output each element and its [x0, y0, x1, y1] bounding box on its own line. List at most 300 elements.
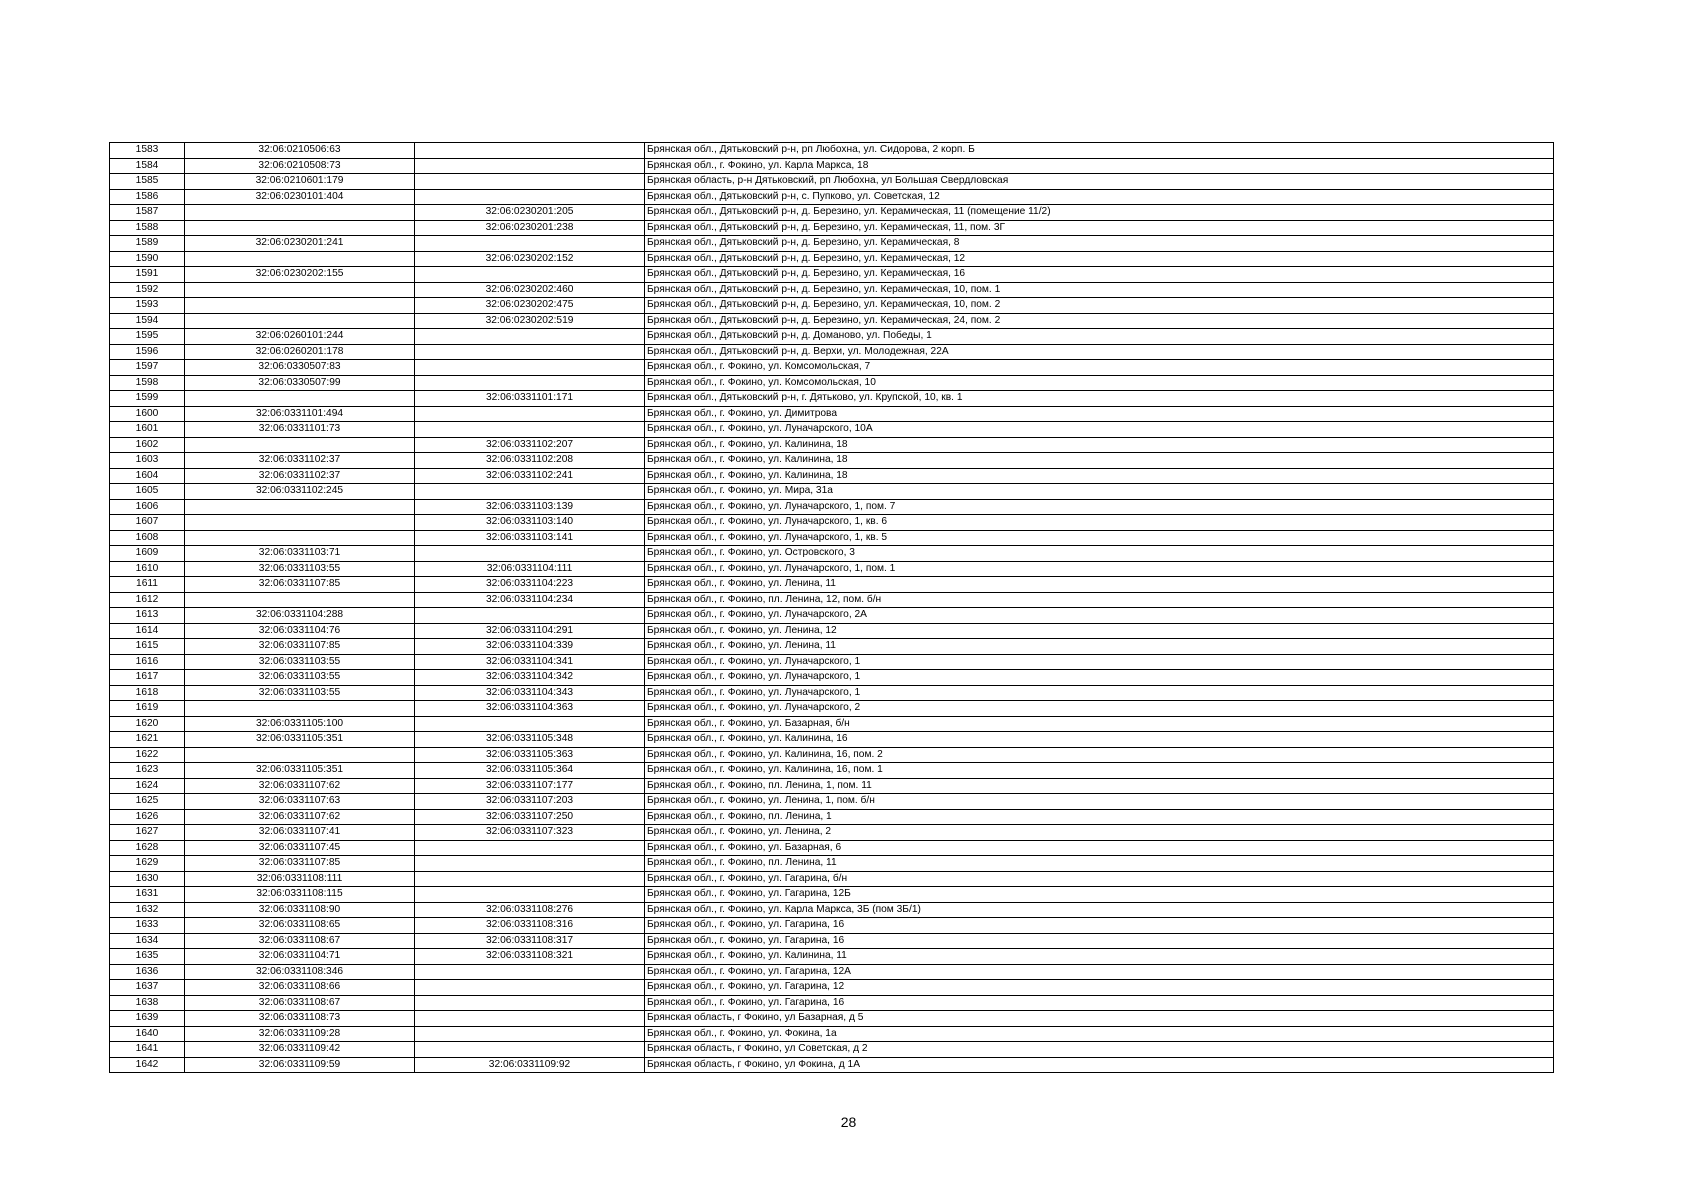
- object-cadastral-number-cell: 32:06:0230201:205: [415, 205, 645, 221]
- cadastral-number-cell: 32:06:0330507:83: [185, 360, 415, 376]
- object-cadastral-number-cell: [415, 329, 645, 345]
- object-cadastral-number-cell: 32:06:0331104:291: [415, 623, 645, 639]
- row-number-cell: 1619: [110, 701, 185, 717]
- address-cell: Брянская обл., г. Фокино, ул. Луначарского, 1: [645, 670, 1554, 686]
- address-cell: Брянская обл., г. Фокино, ул. Карла Маркса, 3Б (пом 3Б/1): [645, 902, 1554, 918]
- cadastral-number-cell: 32:06:0331108:111: [185, 871, 415, 887]
- address-cell: Брянская область, г Фокино, ул Фокина, д 1А: [645, 1057, 1554, 1073]
- row-number-cell: 1587: [110, 205, 185, 221]
- object-cadastral-number-cell: [415, 1026, 645, 1042]
- cadastral-number-cell: 32:06:0331105:351: [185, 763, 415, 779]
- table-row: [110, 453, 1554, 469]
- table-row: [110, 639, 1554, 655]
- address-cell: Брянская обл., г. Фокино, ул. Ленина, 11: [645, 577, 1554, 593]
- cadastral-number-cell: 32:06:0331109:28: [185, 1026, 415, 1042]
- table-row: [110, 360, 1554, 376]
- object-cadastral-number-cell: 32:06:0331109:92: [415, 1057, 645, 1073]
- table-row: [110, 856, 1554, 872]
- table-row: [110, 546, 1554, 562]
- table-row: [110, 608, 1554, 624]
- row-number-cell: 1639: [110, 1011, 185, 1027]
- object-cadastral-number-cell: [415, 484, 645, 500]
- cadastral-number-cell: 32:06:0230201:241: [185, 236, 415, 252]
- address-cell: Брянская обл., г. Фокино, ул. Калинина, 18: [645, 453, 1554, 469]
- table-row: [110, 329, 1554, 345]
- table-row: [110, 995, 1554, 1011]
- table-row: [110, 887, 1554, 903]
- row-number-cell: 1597: [110, 360, 185, 376]
- address-cell: Брянская обл., г. Фокино, ул. Островского, 3: [645, 546, 1554, 562]
- address-cell: Брянская обл., г. Фокино, ул. Луначарского, 1: [645, 654, 1554, 670]
- cadastral-number-cell: 32:06:0331104:288: [185, 608, 415, 624]
- address-cell: Брянская обл., г. Фокино, ул. Комсомольская, 10: [645, 375, 1554, 391]
- object-cadastral-number-cell: 32:06:0331104:342: [415, 670, 645, 686]
- address-cell: Брянская обл., Дятьковский р-н, д. Березино, ул. Керамическая, 11, пом. 3Г: [645, 220, 1554, 236]
- registry-table-body: [110, 143, 1554, 1073]
- row-number-cell: 1625: [110, 794, 185, 810]
- address-cell: Брянская обл., г. Фокино, ул. Гагарина, б/н: [645, 871, 1554, 887]
- row-number-cell: 1628: [110, 840, 185, 856]
- cadastral-number-cell: 32:06:0331109:42: [185, 1042, 415, 1058]
- address-cell: Брянская обл., г. Фокино, ул. Луначарского, 2А: [645, 608, 1554, 624]
- object-cadastral-number-cell: [415, 174, 645, 190]
- row-number-cell: 1618: [110, 685, 185, 701]
- object-cadastral-number-cell: 32:06:0331102:241: [415, 468, 645, 484]
- object-cadastral-number-cell: [415, 995, 645, 1011]
- row-number-cell: 1603: [110, 453, 185, 469]
- table-row: [110, 220, 1554, 236]
- cadastral-number-cell: [185, 313, 415, 329]
- address-cell: Брянская обл., г. Фокино, ул. Гагарина, 12: [645, 980, 1554, 996]
- address-cell: Брянская обл., г. Фокино, ул. Базарная, 6: [645, 840, 1554, 856]
- table-row: [110, 778, 1554, 794]
- registry-table: [109, 142, 1554, 1073]
- address-cell: Брянская обл., г. Фокино, ул. Калинина, 11: [645, 949, 1554, 965]
- table-row: [110, 189, 1554, 205]
- cadastral-number-cell: 32:06:0230202:155: [185, 267, 415, 283]
- address-cell: Брянская обл., Дятьковский р-н, д. Березино, ул. Керамическая, 8: [645, 236, 1554, 252]
- table-row: [110, 282, 1554, 298]
- cadastral-number-cell: 32:06:0331108:115: [185, 887, 415, 903]
- object-cadastral-number-cell: [415, 375, 645, 391]
- cadastral-number-cell: 32:06:0331103:71: [185, 546, 415, 562]
- table-row: [110, 561, 1554, 577]
- row-number-cell: 1632: [110, 902, 185, 918]
- cadastral-number-cell: 32:06:0331108:65: [185, 918, 415, 934]
- object-cadastral-number-cell: 32:06:0331101:171: [415, 391, 645, 407]
- row-number-cell: 1600: [110, 406, 185, 422]
- object-cadastral-number-cell: 32:06:0331104:339: [415, 639, 645, 655]
- address-cell: Брянская обл., г. Фокино, ул. Калинина, 16: [645, 732, 1554, 748]
- table-row: [110, 670, 1554, 686]
- address-cell: Брянская обл., Дятьковский р-н, д. Березино, ул. Керамическая, 10, пом. 2: [645, 298, 1554, 314]
- cadastral-number-cell: 32:06:0230101:404: [185, 189, 415, 205]
- cadastral-number-cell: 32:06:0331103:55: [185, 654, 415, 670]
- cadastral-number-cell: [185, 205, 415, 221]
- cadastral-number-cell: [185, 282, 415, 298]
- row-number-cell: 1629: [110, 856, 185, 872]
- object-cadastral-number-cell: [415, 267, 645, 283]
- address-cell: Брянская обл., г. Фокино, ул. Комсомольская, 7: [645, 360, 1554, 376]
- cadastral-number-cell: 32:06:0331108:73: [185, 1011, 415, 1027]
- cadastral-number-cell: 32:06:0331107:62: [185, 778, 415, 794]
- table-row: [110, 871, 1554, 887]
- object-cadastral-number-cell: 32:06:0331104:223: [415, 577, 645, 593]
- address-cell: Брянская область, р-н Дятьковский, рп Любохна, ул Большая Свердловская: [645, 174, 1554, 190]
- address-cell: Брянская обл., г. Фокино, пл. Ленина, 11: [645, 856, 1554, 872]
- cadastral-number-cell: [185, 220, 415, 236]
- address-cell: Брянская обл., г. Фокино, ул. Луначарского, 1, кв. 5: [645, 530, 1554, 546]
- cadastral-number-cell: [185, 437, 415, 453]
- page-number: 28: [840, 1114, 857, 1130]
- object-cadastral-number-cell: [415, 236, 645, 252]
- address-cell: Брянская обл., г. Фокино, ул. Калинина, 18: [645, 468, 1554, 484]
- row-number-cell: 1633: [110, 918, 185, 934]
- table-row: [110, 918, 1554, 934]
- address-cell: Брянская обл., г. Фокино, ул. Гагарина, 16: [645, 995, 1554, 1011]
- row-number-cell: 1602: [110, 437, 185, 453]
- row-number-cell: 1592: [110, 282, 185, 298]
- cadastral-number-cell: 32:06:0331107:45: [185, 840, 415, 856]
- row-number-cell: 1630: [110, 871, 185, 887]
- address-cell: Брянская обл., Дятьковский р-н, д. Березино, ул. Керамическая, 11 (помещение 11/2): [645, 205, 1554, 221]
- address-cell: Брянская обл., г. Фокино, ул. Фокина, 1а: [645, 1026, 1554, 1042]
- address-cell: Брянская обл., г. Фокино, ул. Гагарина, 12Б: [645, 887, 1554, 903]
- row-number-cell: 1585: [110, 174, 185, 190]
- cadastral-number-cell: [185, 251, 415, 267]
- address-cell: Брянская обл., г. Фокино, ул. Луначарского, 1, пом. 7: [645, 499, 1554, 515]
- row-number-cell: 1612: [110, 592, 185, 608]
- row-number-cell: 1606: [110, 499, 185, 515]
- object-cadastral-number-cell: 32:06:0331108:317: [415, 933, 645, 949]
- row-number-cell: 1608: [110, 530, 185, 546]
- cadastral-number-cell: 32:06:0331104:76: [185, 623, 415, 639]
- address-cell: Брянская обл., г. Фокино, ул. Мира, 31а: [645, 484, 1554, 500]
- row-number-cell: 1627: [110, 825, 185, 841]
- object-cadastral-number-cell: [415, 1011, 645, 1027]
- object-cadastral-number-cell: 32:06:0230202:460: [415, 282, 645, 298]
- table-row: [110, 949, 1554, 965]
- row-number-cell: 1594: [110, 313, 185, 329]
- table-row: [110, 236, 1554, 252]
- address-cell: Брянская обл., г. Фокино, ул. Ленина, 1, пом. б/н: [645, 794, 1554, 810]
- address-cell: Брянская обл., г. Фокино, ул. Луначарского, 1, пом. 1: [645, 561, 1554, 577]
- address-cell: Брянская обл., Дятьковский р-н, д. Верхи, ул. Молодежная, 22А: [645, 344, 1554, 360]
- row-number-cell: 1640: [110, 1026, 185, 1042]
- table-row: [110, 298, 1554, 314]
- row-number-cell: 1614: [110, 623, 185, 639]
- row-number-cell: 1588: [110, 220, 185, 236]
- address-cell: Брянская область, г Фокино, ул Базарная, д 5: [645, 1011, 1554, 1027]
- object-cadastral-number-cell: 32:06:0331105:348: [415, 732, 645, 748]
- address-cell: Брянская обл., г. Фокино, ул. Луначарского, 10А: [645, 422, 1554, 438]
- address-cell: Брянская обл., г. Фокино, ул. Базарная, б/н: [645, 716, 1554, 732]
- table-row: [110, 313, 1554, 329]
- object-cadastral-number-cell: 32:06:0331107:323: [415, 825, 645, 841]
- table-row: [110, 902, 1554, 918]
- object-cadastral-number-cell: [415, 360, 645, 376]
- table-row: [110, 732, 1554, 748]
- table-row: [110, 468, 1554, 484]
- cadastral-number-cell: [185, 592, 415, 608]
- address-cell: Брянская обл., г. Фокино, ул. Ленина, 11: [645, 639, 1554, 655]
- table-row: [110, 484, 1554, 500]
- row-number-cell: 1590: [110, 251, 185, 267]
- address-cell: Брянская обл., г. Фокино, пл. Ленина, 1: [645, 809, 1554, 825]
- row-number-cell: 1623: [110, 763, 185, 779]
- row-number-cell: 1622: [110, 747, 185, 763]
- table-row: [110, 205, 1554, 221]
- table-row: [110, 158, 1554, 174]
- table-row: [110, 809, 1554, 825]
- table-row: [110, 716, 1554, 732]
- address-cell: Брянская обл., Дятьковский р-н, рп Любохна, ул. Сидорова, 2 корп. Б: [645, 143, 1554, 159]
- object-cadastral-number-cell: [415, 189, 645, 205]
- table-row: [110, 422, 1554, 438]
- cadastral-number-cell: [185, 515, 415, 531]
- row-number-cell: 1617: [110, 670, 185, 686]
- table-row: [110, 933, 1554, 949]
- address-cell: Брянская обл., г. Фокино, ул. Калинина, 18: [645, 437, 1554, 453]
- address-cell: Брянская обл., г. Фокино, ул. Луначарского, 1, кв. 6: [645, 515, 1554, 531]
- address-cell: Брянская обл., г. Фокино, ул. Карла Маркса, 18: [645, 158, 1554, 174]
- address-cell: Брянская обл., г. Фокино, ул. Гагарина, 16: [645, 918, 1554, 934]
- cadastral-number-cell: 32:06:0331107:41: [185, 825, 415, 841]
- table-row: [110, 437, 1554, 453]
- row-number-cell: 1605: [110, 484, 185, 500]
- cadastral-number-cell: 32:06:0331103:55: [185, 561, 415, 577]
- object-cadastral-number-cell: [415, 980, 645, 996]
- address-cell: Брянская обл., Дятьковский р-н, д. Березино, ул. Керамическая, 10, пом. 1: [645, 282, 1554, 298]
- cadastral-number-cell: 32:06:0210506:63: [185, 143, 415, 159]
- table-row: [110, 515, 1554, 531]
- object-cadastral-number-cell: [415, 406, 645, 422]
- table-row: [110, 391, 1554, 407]
- table-row: [110, 499, 1554, 515]
- object-cadastral-number-cell: 32:06:0331102:208: [415, 453, 645, 469]
- row-number-cell: 1621: [110, 732, 185, 748]
- table-row: [110, 267, 1554, 283]
- cadastral-number-cell: 32:06:0331107:85: [185, 639, 415, 655]
- table-row: [110, 174, 1554, 190]
- object-cadastral-number-cell: 32:06:0331104:341: [415, 654, 645, 670]
- row-number-cell: 1599: [110, 391, 185, 407]
- row-number-cell: 1634: [110, 933, 185, 949]
- cadastral-number-cell: 32:06:0331104:71: [185, 949, 415, 965]
- row-number-cell: 1604: [110, 468, 185, 484]
- row-number-cell: 1598: [110, 375, 185, 391]
- address-cell: Брянская обл., г. Фокино, пл. Ленина, 12, пом. б/н: [645, 592, 1554, 608]
- table-row: [110, 980, 1554, 996]
- object-cadastral-number-cell: [415, 716, 645, 732]
- object-cadastral-number-cell: 32:06:0331103:141: [415, 530, 645, 546]
- row-number-cell: 1626: [110, 809, 185, 825]
- cadastral-number-cell: 32:06:0331108:67: [185, 995, 415, 1011]
- cadastral-number-cell: 32:06:0331109:59: [185, 1057, 415, 1073]
- cadastral-number-cell: 32:06:0331103:55: [185, 685, 415, 701]
- cadastral-number-cell: 32:06:0331107:85: [185, 856, 415, 872]
- object-cadastral-number-cell: 32:06:0331107:203: [415, 794, 645, 810]
- row-number-cell: 1641: [110, 1042, 185, 1058]
- object-cadastral-number-cell: 32:06:0331107:177: [415, 778, 645, 794]
- object-cadastral-number-cell: 32:06:0331105:363: [415, 747, 645, 763]
- table-row: [110, 763, 1554, 779]
- address-cell: Брянская обл., г. Фокино, ул. Гагарина, 16: [645, 933, 1554, 949]
- address-cell: Брянская обл., Дятьковский р-н, г. Дятьково, ул. Крупской, 10, кв. 1: [645, 391, 1554, 407]
- address-cell: Брянская обл., г. Фокино, ул. Луначарского, 1: [645, 685, 1554, 701]
- address-cell: Брянская обл., Дятьковский р-н, с. Пупково, ул. Советская, 12: [645, 189, 1554, 205]
- object-cadastral-number-cell: 32:06:0331104:363: [415, 701, 645, 717]
- row-number-cell: 1601: [110, 422, 185, 438]
- row-number-cell: 1616: [110, 654, 185, 670]
- cadastral-number-cell: 32:06:0331108:66: [185, 980, 415, 996]
- cadastral-number-cell: [185, 499, 415, 515]
- row-number-cell: 1609: [110, 546, 185, 562]
- table-row: [110, 794, 1554, 810]
- row-number-cell: 1584: [110, 158, 185, 174]
- table-row: [110, 623, 1554, 639]
- cadastral-number-cell: [185, 747, 415, 763]
- object-cadastral-number-cell: 32:06:0331105:364: [415, 763, 645, 779]
- address-cell: Брянская обл., Дятьковский р-н, д. Березино, ул. Керамическая, 24, пом. 2: [645, 313, 1554, 329]
- row-number-cell: 1642: [110, 1057, 185, 1073]
- object-cadastral-number-cell: [415, 158, 645, 174]
- row-number-cell: 1631: [110, 887, 185, 903]
- row-number-cell: 1611: [110, 577, 185, 593]
- table-row: [110, 701, 1554, 717]
- cadastral-number-cell: 32:06:0331108:346: [185, 964, 415, 980]
- object-cadastral-number-cell: 32:06:0331103:139: [415, 499, 645, 515]
- table-row: [110, 344, 1554, 360]
- row-number-cell: 1613: [110, 608, 185, 624]
- object-cadastral-number-cell: [415, 344, 645, 360]
- object-cadastral-number-cell: 32:06:0331104:234: [415, 592, 645, 608]
- object-cadastral-number-cell: 32:06:0331104:343: [415, 685, 645, 701]
- object-cadastral-number-cell: [415, 608, 645, 624]
- table-row: [110, 964, 1554, 980]
- table-row: [110, 251, 1554, 267]
- address-cell: Брянская обл., г. Фокино, ул. Калинина, 16, пом. 2: [645, 747, 1554, 763]
- table-row: [110, 654, 1554, 670]
- address-cell: Брянская обл., г. Фокино, ул. Гагарина, 12А: [645, 964, 1554, 980]
- row-number-cell: 1595: [110, 329, 185, 345]
- cadastral-number-cell: [185, 391, 415, 407]
- row-number-cell: 1637: [110, 980, 185, 996]
- object-cadastral-number-cell: 32:06:0331104:111: [415, 561, 645, 577]
- cadastral-number-cell: 32:06:0331105:351: [185, 732, 415, 748]
- object-cadastral-number-cell: [415, 856, 645, 872]
- table-row: [110, 1026, 1554, 1042]
- address-cell: Брянская обл., г. Фокино, ул. Ленина, 12: [645, 623, 1554, 639]
- table-row: [110, 1057, 1554, 1073]
- table-row: [110, 840, 1554, 856]
- table-row: [110, 406, 1554, 422]
- object-cadastral-number-cell: [415, 1042, 645, 1058]
- table-row: [110, 1011, 1554, 1027]
- object-cadastral-number-cell: 32:06:0331107:250: [415, 809, 645, 825]
- row-number-cell: 1636: [110, 964, 185, 980]
- address-cell: Брянская обл., г. Фокино, ул. Димитрова: [645, 406, 1554, 422]
- cadastral-number-cell: 32:06:0331108:90: [185, 902, 415, 918]
- cadastral-number-cell: 32:06:0260201:178: [185, 344, 415, 360]
- address-cell: Брянская обл., г. Фокино, ул. Луначарского, 2: [645, 701, 1554, 717]
- cadastral-number-cell: 32:06:0331102:37: [185, 453, 415, 469]
- object-cadastral-number-cell: 32:06:0331108:276: [415, 902, 645, 918]
- object-cadastral-number-cell: [415, 840, 645, 856]
- object-cadastral-number-cell: 32:06:0230202:475: [415, 298, 645, 314]
- table-row: [110, 375, 1554, 391]
- cadastral-number-cell: 32:06:0331102:37: [185, 468, 415, 484]
- cadastral-number-cell: [185, 530, 415, 546]
- cadastral-number-cell: 32:06:0331107:62: [185, 809, 415, 825]
- cadastral-number-cell: 32:06:0331102:245: [185, 484, 415, 500]
- table-row: [110, 1042, 1554, 1058]
- cadastral-number-cell: 32:06:0331105:100: [185, 716, 415, 732]
- cadastral-number-cell: [185, 298, 415, 314]
- table-row: [110, 530, 1554, 546]
- row-number-cell: 1610: [110, 561, 185, 577]
- table-row: [110, 577, 1554, 593]
- object-cadastral-number-cell: 32:06:0331108:321: [415, 949, 645, 965]
- cadastral-number-cell: 32:06:0331107:63: [185, 794, 415, 810]
- cadastral-number-cell: 32:06:0331103:55: [185, 670, 415, 686]
- row-number-cell: 1589: [110, 236, 185, 252]
- address-cell: Брянская область, г Фокино, ул Советская, д 2: [645, 1042, 1554, 1058]
- row-number-cell: 1583: [110, 143, 185, 159]
- object-cadastral-number-cell: 32:06:0331102:207: [415, 437, 645, 453]
- row-number-cell: 1607: [110, 515, 185, 531]
- table-row: [110, 685, 1554, 701]
- object-cadastral-number-cell: 32:06:0331108:316: [415, 918, 645, 934]
- object-cadastral-number-cell: [415, 964, 645, 980]
- object-cadastral-number-cell: 32:06:0230202:519: [415, 313, 645, 329]
- cadastral-number-cell: 32:06:0331101:494: [185, 406, 415, 422]
- table-row: [110, 747, 1554, 763]
- row-number-cell: 1586: [110, 189, 185, 205]
- address-cell: Брянская обл., Дятьковский р-н, д. Доманово, ул. Победы, 1: [645, 329, 1554, 345]
- table-row: [110, 825, 1554, 841]
- object-cadastral-number-cell: [415, 887, 645, 903]
- table-row: [110, 143, 1554, 159]
- cadastral-number-cell: 32:06:0210601:179: [185, 174, 415, 190]
- cadastral-number-cell: 32:06:0330507:99: [185, 375, 415, 391]
- row-number-cell: 1635: [110, 949, 185, 965]
- address-cell: Брянская обл., г. Фокино, ул. Калинина, 16, пом. 1: [645, 763, 1554, 779]
- address-cell: Брянская обл., Дятьковский р-н, д. Березино, ул. Керамическая, 12: [645, 251, 1554, 267]
- object-cadastral-number-cell: 32:06:0331103:140: [415, 515, 645, 531]
- row-number-cell: 1638: [110, 995, 185, 1011]
- cadastral-number-cell: [185, 701, 415, 717]
- row-number-cell: 1624: [110, 778, 185, 794]
- row-number-cell: 1620: [110, 716, 185, 732]
- cadastral-number-cell: 32:06:0210508:73: [185, 158, 415, 174]
- object-cadastral-number-cell: [415, 422, 645, 438]
- cadastral-number-cell: 32:06:0260101:244: [185, 329, 415, 345]
- row-number-cell: 1596: [110, 344, 185, 360]
- object-cadastral-number-cell: [415, 143, 645, 159]
- row-number-cell: 1615: [110, 639, 185, 655]
- cadastral-number-cell: 32:06:0331107:85: [185, 577, 415, 593]
- address-cell: Брянская обл., Дятьковский р-н, д. Березино, ул. Керамическая, 16: [645, 267, 1554, 283]
- cadastral-number-cell: 32:06:0331101:73: [185, 422, 415, 438]
- object-cadastral-number-cell: [415, 546, 645, 562]
- object-cadastral-number-cell: [415, 871, 645, 887]
- table-row: [110, 592, 1554, 608]
- object-cadastral-number-cell: 32:06:0230201:238: [415, 220, 645, 236]
- object-cadastral-number-cell: 32:06:0230202:152: [415, 251, 645, 267]
- row-number-cell: 1591: [110, 267, 185, 283]
- address-cell: Брянская обл., г. Фокино, ул. Ленина, 2: [645, 825, 1554, 841]
